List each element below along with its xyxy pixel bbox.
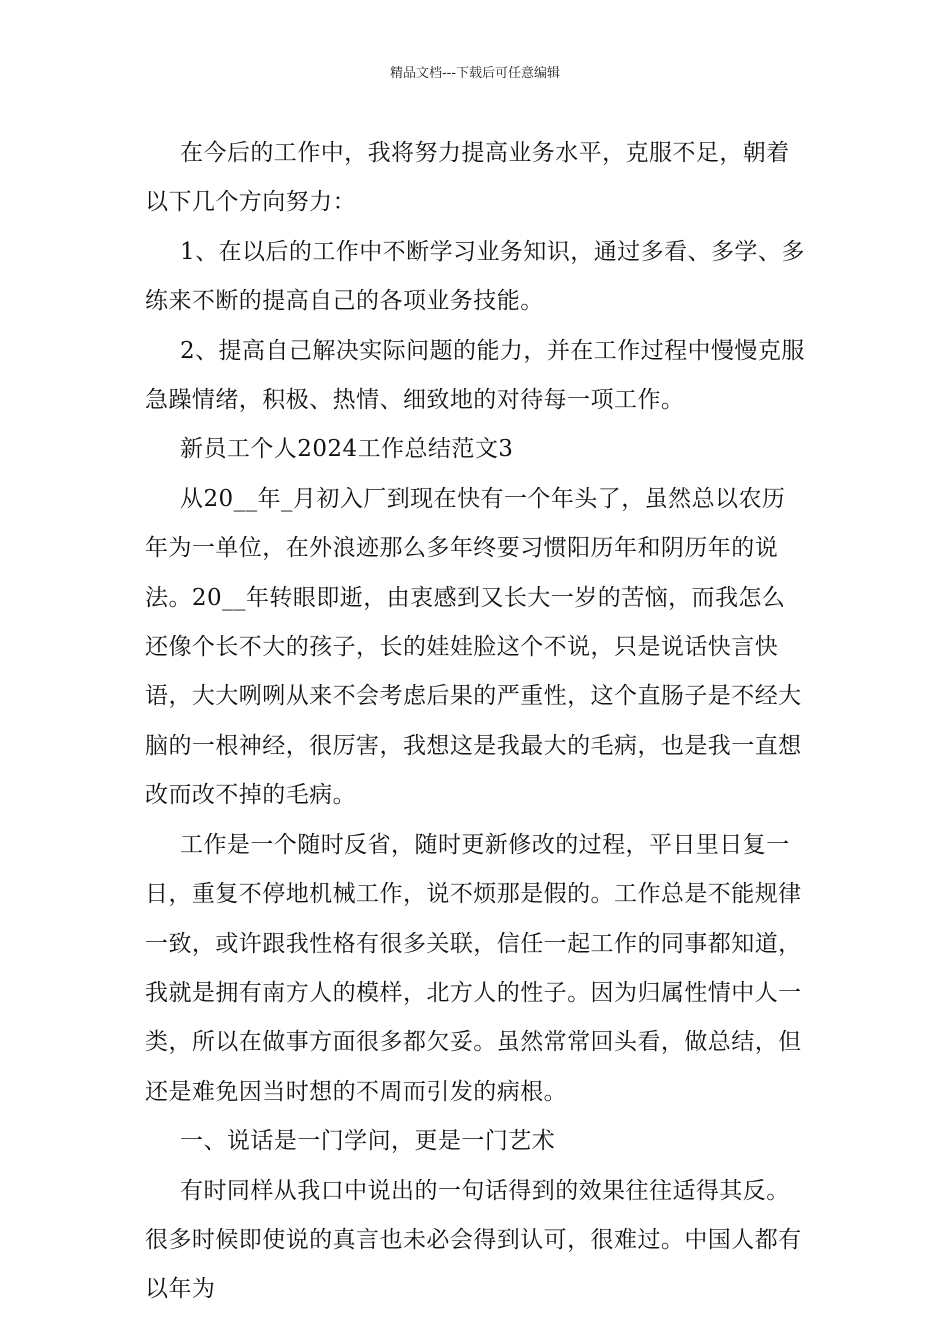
subheading-1: 一、说话是一门学问，更是一门艺术 bbox=[180, 1128, 556, 1155]
paragraph-1: 在今后的工作中，我将努力提高业务水平，克服不足，朝着以下几个方向努力： bbox=[145, 140, 790, 216]
section-title: 新员工个人2024工作总结范文3 bbox=[180, 436, 514, 463]
paragraph-5: 工作是一个随时反省，随时更新修改的过程，平日里日复一日，重复不停地机械工作，说不烦那是假的。工作总是不能规律一致，或许跟我性格有很多关联，信任一起工作的同事都知道，我就是拥有南方人的模样，北方人的性子。因为归属性情中人一类，所以在做事方面很多都欠妥。虽然常常回头看，做总结，但还是难免因当时想的不周而引发的病根。 bbox=[145, 831, 802, 1105]
paragraph-4: 从20__年_月初入厂到现在快有一个年头了，虽然总以农历年为一单位，在外浪迹那么多年终要习惯阳历年和阴历年的说法。20__年转眼即逝，由衷感到又长大一岁的苦恼，而我怎么还像个长不大的孩子，长的娃娃脸这个不说，只是说话快言快语，大大咧咧从来不会考虑后果的严重性，这个直肠子是不经大脑的一根神经，很厉害，我想这是我最大的毛病，也是我一直想改而改不掉的毛病。 bbox=[145, 485, 802, 809]
paragraph-2: 1、在以后的工作中不断学习业务知识，通过多看、多学、多练来不断的提高自己的各项业务技能。 bbox=[145, 238, 805, 315]
page-header: 精品文档---下载后可任意编辑 bbox=[389, 66, 561, 81]
paragraph-3: 2、提高自己解决实际问题的能力，并在工作过程中慢慢克服急躁情绪，积极、热情、细致地的对待每一项工作。 bbox=[145, 337, 805, 414]
document-body bbox=[145, 129, 807, 1315]
paragraph-6: 有时同样从我口中说出的一句话得到的效果往往适得其反。很多时候即使说的真言也未必会得到认可，很难过。中国人都有以年为 bbox=[145, 1177, 802, 1303]
